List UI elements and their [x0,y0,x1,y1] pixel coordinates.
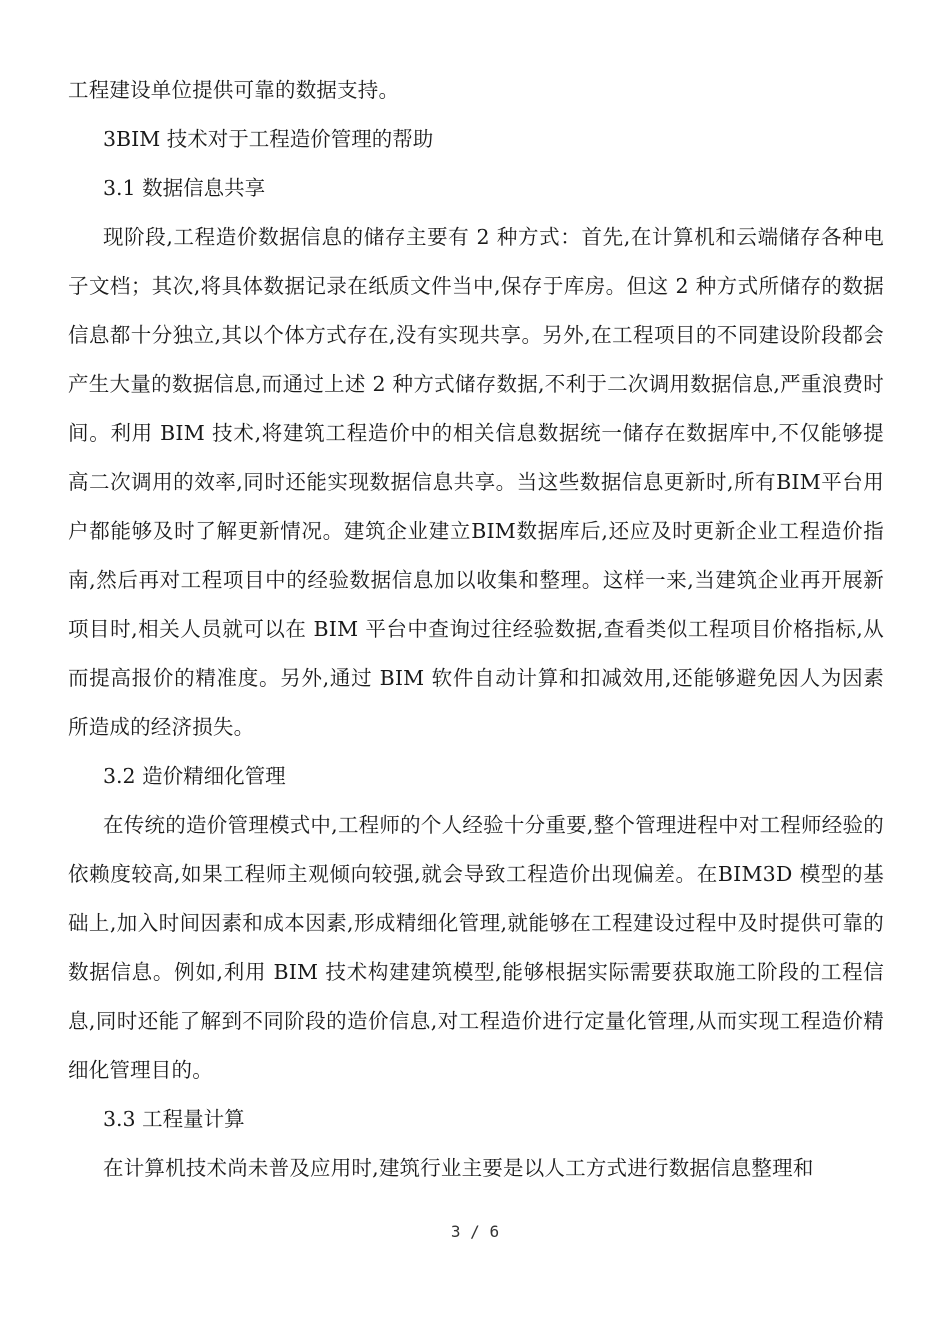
paragraph-quantity-calculation: 在计算机技术尚未普及应用时,建筑行业主要是以人工方式进行数据信息整理和 [103,1156,814,1180]
page-number: 3 / 6 [450,1222,500,1241]
document-body [68,66,884,1193]
subsection-heading-3-3: 3.3 工程量计算 [103,1107,245,1131]
subsection-heading-3-2: 3.2 造价精细化管理 [103,764,286,788]
section-heading-3: 3BIM 技术对于工程造价管理的帮助 [103,127,434,151]
paragraph-refined-management: 在传统的造价管理模式中,工程师的个人经验十分重要,整个管理进程中对工程师经验的依赖度较高,如果工程师主观倾向较强,就会导致工程造价出现偏差。在BIM3D 模型的基础上,加入时间因素和成本因素,形成精细化管理,就能够在工程建设过程中及时提供可靠的数据信息。例如,利用 BIM 技术构建建筑模型,能够根据实际需要获取施工阶段的工程信息,同时还能了解到不同阶段的造价信息,对工程造价进行定量化管理,从而实现工程造价精细化管理目的。 [68,813,884,1082]
paragraph-continuation: 工程建设单位提供可靠的数据支持。 [68,78,400,102]
paragraph-data-sharing: 现阶段,工程造价数据信息的储存主要有 2 种方式：首先,在计算机和云端储存各种电子文档；其次,将具体数据记录在纸质文件当中,保存于库房。但这 2 种方式所储存的数据信息都十分独立,其以个体方式存在,没有实现共享。另外,在工程项目的不同建设阶段都会产生大量的数据信息,而通过上述 2 种方式储存数据,不利于二次调用数据信息,严重浪费时间。利用 BIM 技术,将建筑工程造价中的相关信息数据统一储存在数据库中,不仅能够提高二次调用的效率,同时还能实现数据信息共享。当这些数据信息更新时,所有BIM平台用户都能够及时了解更新情况。建筑企业建立BIM数据库后,还应及时更新企业工程造价指南,然后再对工程项目中的经验数据信息加以收集和整理。这样一来,当建筑企业再开展新项目时,相关人员就可以在 BIM 平台中查询过往经验数据,查看类似工程项目价格指标,从而提高报价的精准度。另外,通过 BIM 软件自动计算和扣减效用,还能够避免因人为因素所造成的经济损失。 [68,225,884,739]
subsection-heading-3-1: 3.1 数据信息共享 [103,176,266,200]
